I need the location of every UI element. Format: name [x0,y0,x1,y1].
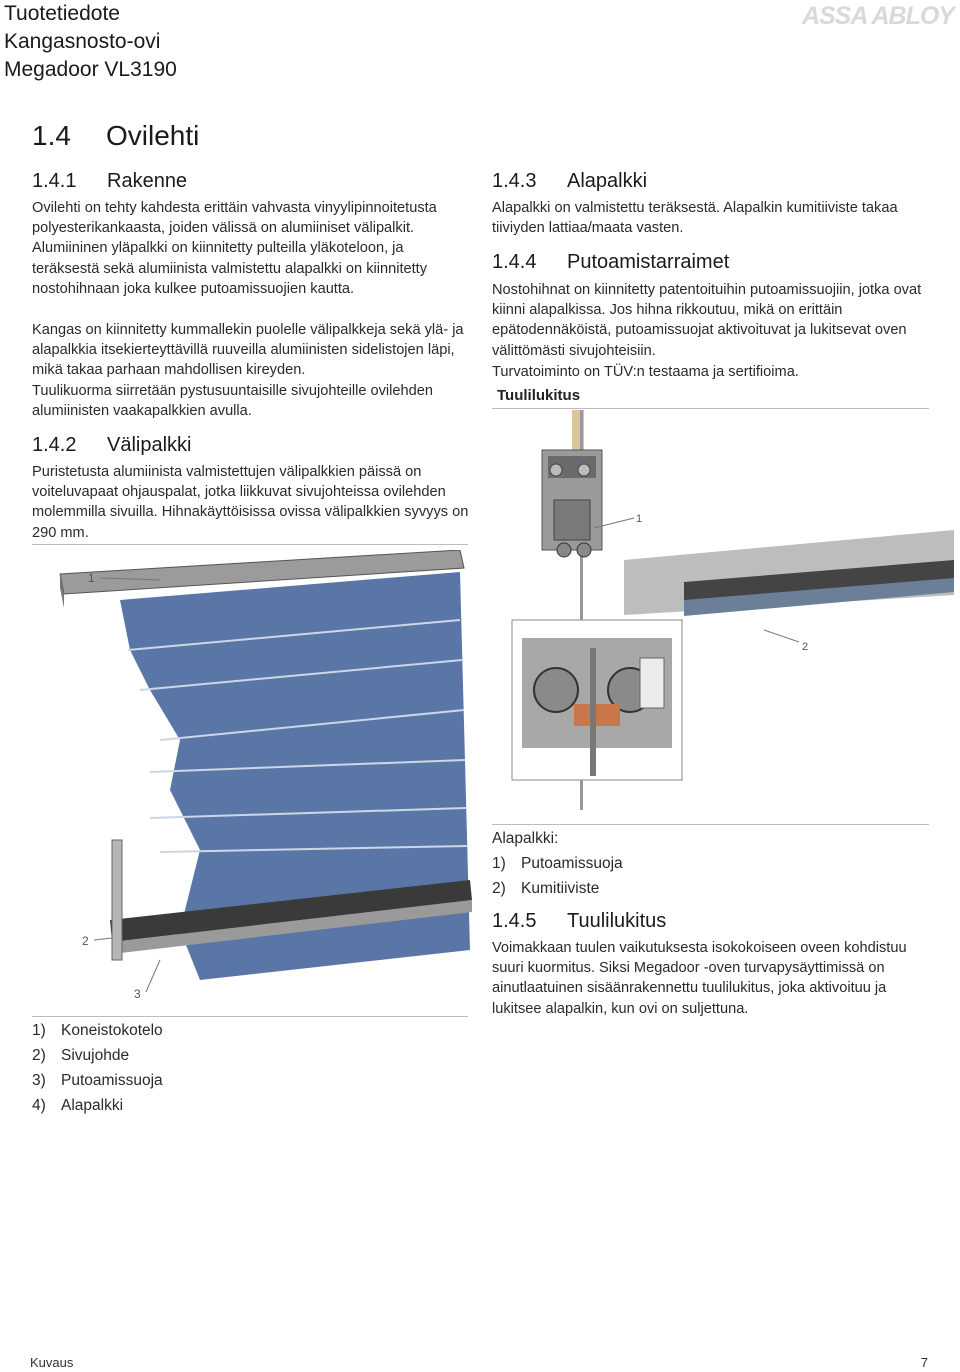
callout-number: 1 [88,571,95,585]
subsection-heading-rakenne [32,170,187,193]
subsection-title: Tuulilukitus [567,910,667,932]
falling-protection-illustration [484,410,954,810]
divider [32,1016,468,1017]
header-line-product: Kangasnosto-ovi [4,30,161,53]
legend-alapalkki [492,826,623,901]
divider [32,544,468,545]
divider [492,408,929,409]
section-number: 1.4 [32,120,71,151]
subsection-title: Putoamistarraimet [567,251,730,273]
subsection-heading-valipalkki [32,434,191,457]
header-line-model: Megadoor VL3190 [4,58,177,81]
subsection-heading-tuulilukitus [492,910,666,933]
divider [492,824,929,825]
paragraph-valipalkki: Puristetusta alumiinista valmistettujen välipalkkien päissä on voiteluvapaat ohjauspalat, jotka liikkuvat sivujohteissa ovilehden molemmilla sivuilla. Hihnakäyttöisissa ovissa välipalkkien syvyys on 290 mm. [32,464,469,541]
paragraph-rakenne-3: Tuulikuorma siirretään pystusuuntaisille sivujohteille ovilehden alumiinisten vaakapalkkien avulla. [32,383,433,420]
callout-number: 3 [134,987,141,1001]
subsection-number: 1.4.5 [492,910,537,932]
subsection-number: 1.4.1 [32,170,77,192]
section-title: Ovilehti [106,120,200,151]
legend-title: Alapalkki: [492,830,559,847]
legend-item: 2) Kumitiiviste [492,880,600,897]
legend-item: 1) Koneistokotelo [32,1022,163,1039]
subsection-heading-putoamistarraimet [492,251,729,274]
legend-item: 3) Putoamissuoja [32,1072,163,1089]
subsection-number: 1.4.4 [492,251,537,273]
document-header [4,0,177,84]
subsection-title: Alapalkki [567,170,648,192]
assa-abloy-logo: ASSA ABLOY [801,2,954,30]
callout-number: 2 [802,641,809,653]
paragraph-rakenne-1: Ovilehti on tehty kahdesta erittäin vahvasta vinyylipinnoitetusta polyesterikankaasta, joiden välissä on alumiiniset välipalkit. Alumiininen yläpalkki on kiinnitetty pulteilla yläkoteloon, ja teräksestä sekä alumiinista valmistettu alapalkki on kiinnitetty nostohihnaan joka kulkee putoamissuojien kautta. [32,200,437,297]
footer-section: Kuvaus [30,1355,74,1370]
page-number: 7 [920,1355,928,1370]
side-guide [112,840,122,960]
label-tuulilukitus: Tuulilukitus [497,387,581,404]
subsection-number: 1.4.2 [32,434,77,456]
subsection-number: 1.4.3 [492,170,537,192]
wind-lock-part [574,704,620,726]
paragraph-alapalkki: Alapalkki on valmistettu teräksestä. Alapalkin kumitiiviste takaa tiiviyden lattiaa/maata vasten. [492,200,898,237]
paragraph-rakenne-2: Kangas on kiinnitetty kummallekin puolelle välipalkkeja sekä ylä- ja alapalkkia itsekierteyttävillä ruuveilla alumiinisten sidelistojen läpi, mikä takaa parhaan mahdollisen kireyden. [32,322,464,379]
paragraph-putoamistarraimet-1: Nostohihnat on kiinnitetty patentoituihin putoamissuojiin, jotka ovat kiinni alapalkissa. Jos hihna rikkoutuu, mikä on erittäin epätodennäköistä, putoamissuojat aktivoituvat ja lukitsevat oven välittömästi sivujohteisiin. [492,282,922,359]
subsection-heading-alapalkki [492,170,647,193]
subsection-title: Rakenne [107,170,188,192]
door-panel-illustration [40,550,480,1010]
callout-number: 2 [82,934,89,948]
legend-item: 2) Sivujohde [32,1047,130,1064]
callout-number: 1 [636,513,643,525]
header-line-title: Tuotetiedote [4,2,120,25]
legend-door [32,1018,163,1118]
legend-item: 1) Putoamissuoja [492,855,623,872]
section-heading [32,120,199,152]
paragraph-putoamistarraimet-2: Turvatoiminto on TÜV:n testaama ja sertifioima. [492,364,799,380]
paragraph-tuulilukitus: Voimakkaan tuulen vaikutuksesta isokokoiseen oveen kohdistuu suuri kuormitus. Siksi Megadoor -oven turvapysäyttimissä on ainutlaatuinen sisäänrakennettu tuulilukitus, joka aktivoituu ja lukitsee alapalkin, kun ovi on suljettuna. [492,940,907,1017]
legend-item: 4) Alapalkki [32,1097,124,1114]
subsection-title: Välipalkki [107,434,192,456]
